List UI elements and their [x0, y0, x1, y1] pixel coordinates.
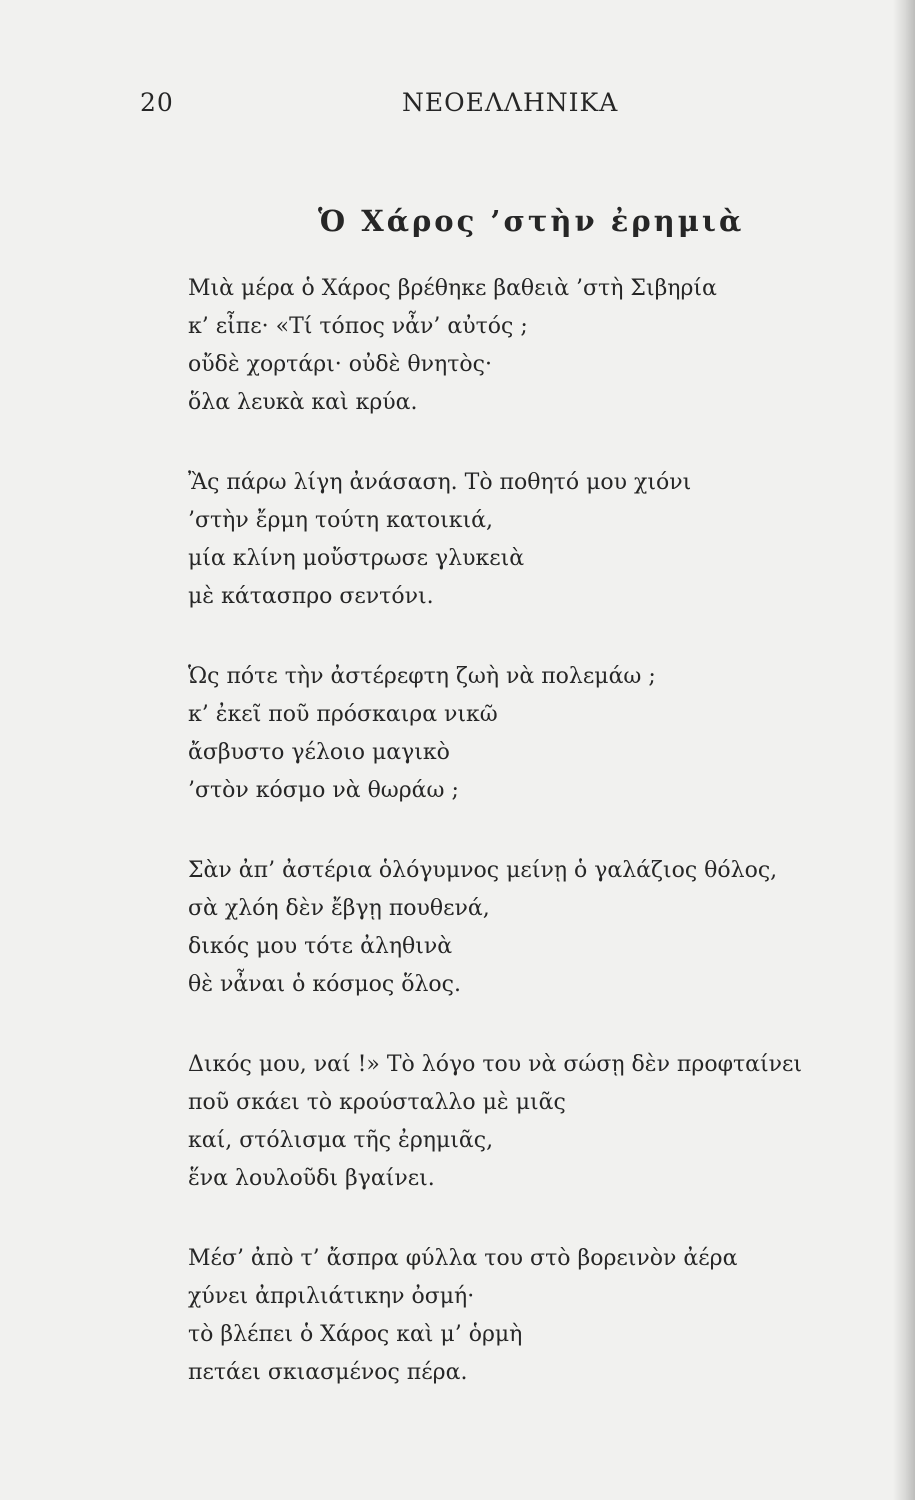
poem-line: ’στὴν ἔρμη τούτη κατοικιά, [188, 508, 493, 533]
poem-line: καί, στόλισμα τῆς ἐρημιᾶς, [188, 1128, 494, 1153]
stanza-6 [188, 1240, 878, 1392]
poem-line: οὔδὲ χορτάρι· οὐδὲ θνητὸς· [188, 352, 492, 377]
poem-body [188, 270, 878, 1434]
poem-line: Ἂς πάρω λίγη ἀνάσαση. Τὸ ποθητό μου χιόνι [188, 470, 692, 495]
poem-line: Δικός μου, ναί !» Τὸ λόγο του νὰ σώσῃ δὲν προφταίνει [188, 1052, 803, 1077]
poem-line: ἕνα λουλοῦδι βγαίνει. [188, 1166, 435, 1191]
poem-line: Μιὰ μέρα ὁ Χάρος βρέθηκε βαθειὰ ’στὴ Σιβηρία [188, 276, 717, 301]
poem-line: ποῦ σκάει τὸ κρούσταλλο μὲ μιᾶς [188, 1090, 566, 1115]
page-number: 20 [140, 88, 174, 117]
poem-line: ὅλα λευκὰ καὶ κρύα. [188, 390, 418, 415]
poem-line: Σὰν ἀπ’ ἀστέρια ὁλόγυμνος μείνῃ ὁ γαλάζιος θόλος, [188, 858, 778, 883]
poem-line: χύνει ἀπριλιάτικην ὀσμή· [188, 1284, 475, 1309]
running-title: ΝΕΟΕΛΛΗΝΙΚΑ [402, 88, 619, 117]
poem-line: ’στὸν κόσμο νὰ θωράω ; [188, 778, 459, 803]
poem-line: κ’ εἶπε· «Τί τόπος νἆν’ αὐτός ; [188, 314, 528, 339]
page-edge-shadow [893, 0, 915, 1500]
poem-line: μία κλίνη μοὔστρωσε γλυκειὰ [188, 546, 525, 571]
stanza-1 [188, 270, 878, 422]
poem-line: μὲ κάτασπρο σεντόνι. [188, 584, 434, 609]
page-header [140, 88, 620, 124]
poem-line: Ὡς πότε τὴν ἀστέρεφτη ζωὴ νὰ πολεμάω ; [188, 664, 656, 689]
poem-line: πετάει σκιασμένος πέρα. [188, 1360, 468, 1385]
poem-line: τὸ βλέπει ὁ Χάρος καὶ μ’ ὁρμὴ [188, 1322, 523, 1347]
stanza-4 [188, 852, 878, 1004]
stanza-3 [188, 658, 878, 810]
stanza-2 [188, 464, 878, 616]
poem-line: σὰ χλόη δὲν ἔβγῃ πουθενά, [188, 896, 490, 921]
stanza-5 [188, 1046, 878, 1198]
poem-line: Μέσ’ ἀπὸ τ’ ἄσπρα φύλλα του στὸ βορεινὸν ἀέρα [188, 1246, 738, 1271]
poem-line: κ’ ἐκεῖ ποῦ πρόσκαιρα νικῶ [188, 702, 498, 727]
poem-line: ἄσβυστο γέλοιο μαγικὸ [188, 740, 450, 765]
poem-line: δικός μου τότε ἀληθινὰ [188, 934, 453, 959]
poem-title: Ὁ Χάρος ’στὴν ἐρημιὰ [318, 204, 745, 238]
poem-line: θὲ νἆναι ὁ κόσμος ὅλος. [188, 972, 461, 997]
